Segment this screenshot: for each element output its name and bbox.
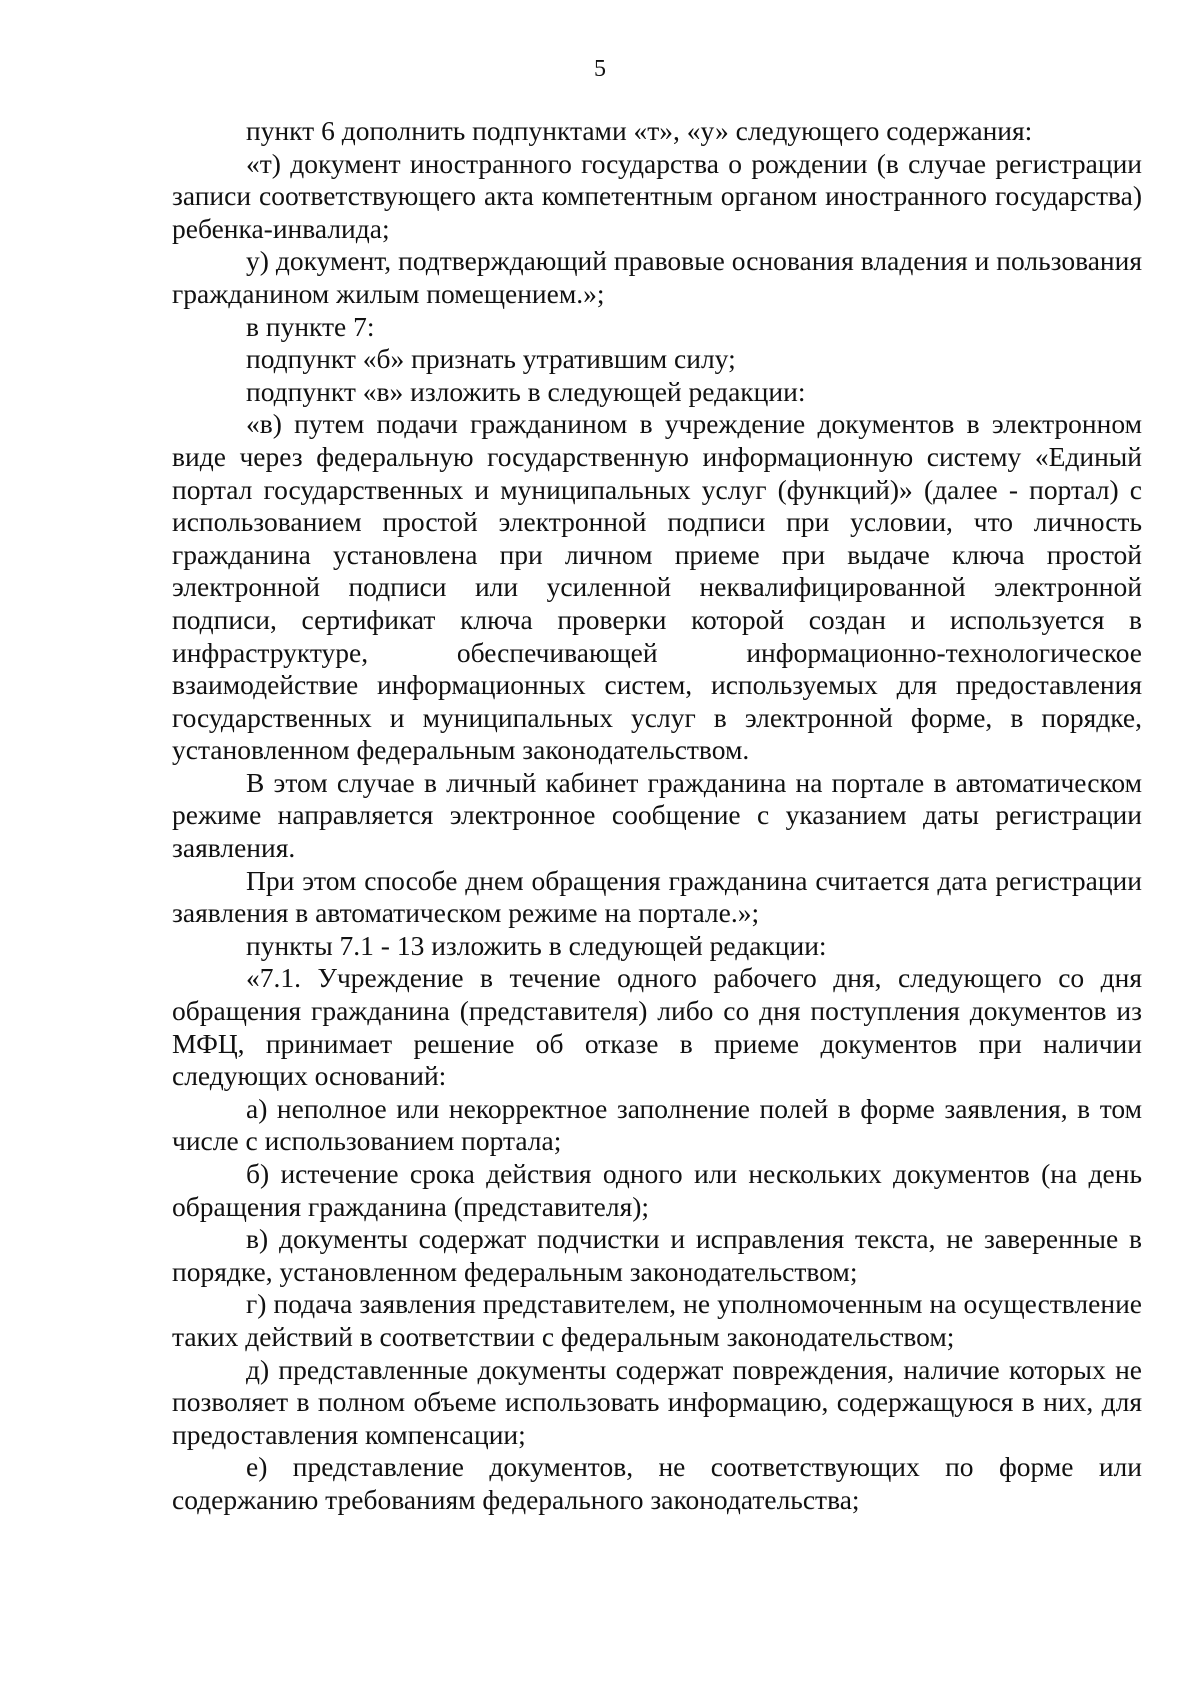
paragraph: д) представленные документы содержат повреждения, наличие которых не позволяет в полном объеме использовать информацию, содержащуюся в них, для предоставления компенсации; xyxy=(172,1353,1142,1450)
paragraph: в пункте 7: xyxy=(246,310,375,342)
paragraph: «7.1. Учреждение в течение одного рабочего дня, следующего со дня обращения гражданина (представителя) либо со дня поступления документов из МФЦ, принимает решение об отказе в приеме документов при наличии следующих оснований: xyxy=(172,962,1142,1092)
page-number: 5 xyxy=(594,56,606,82)
paragraph: В этом случае в личный кабинет гражданина на портале в автоматическом режиме направляется электронное сообщение с указанием даты регистрации заявления. xyxy=(172,766,1142,864)
paragraph: «т) документ иностранного государства о рождении (в случае регистрации записи соответствующего акта компетентным органом иностранного государства) ребенка-инвалида; xyxy=(172,147,1142,244)
paragraph: При этом способе днем обращения гражданина считается дата регистрации заявления в автоматическом режиме на портале.»; xyxy=(172,864,1142,929)
paragraph: б) истечение срока действия одного или нескольких документов (на день обращения гражданина (представителя); xyxy=(172,1158,1142,1222)
document-body xyxy=(172,115,1142,1517)
paragraph: у) документ, подтверждающий правовые основания владения и пользования гражданином жилым помещением.»; xyxy=(172,245,1142,309)
paragraph: подпункт «б» признать утратившим силу; xyxy=(246,343,736,375)
paragraph: пункт 6 дополнить подпунктами «т», «у» следующего содержания: xyxy=(246,115,1033,146)
paragraph: в) документы содержат подчистки и исправления текста, не заверенные в порядке, установленном федеральным законодательством; xyxy=(172,1223,1142,1287)
paragraph: г) подача заявления представителем, не уполномоченным на осуществление таких действий в соответствии с федеральным законодательством; xyxy=(172,1288,1142,1352)
paragraph: «в) путем подачи гражданином в учреждение документов в электронном виде через федеральную государственную информационную систему «Единый портал государственных и муниципальных услуг (функций)» (далее - портал) с использованием простой электронной подписи при условии, что личность гражданина установлена при личном приеме при выдаче ключа простой электронной подписи или усиленной неквалифицированной электронной подписи, сертификат ключа проверки которой создан и используется в инфраструктуре, обеспечивающей информационно-технологическое взаимодействие информационных систем, используемых для предоставления государственных и муниципальных услуг в электронной форме, в порядке, установленном федеральным законодательством. xyxy=(172,408,1142,766)
paragraph: пункты 7.1 - 13 изложить в следующей редакции: xyxy=(246,929,827,961)
paragraph: е) представление документов, не соответствующих по форме или содержанию требованиям федерального законодательства; xyxy=(172,1451,1142,1515)
paragraph: подпункт «в» изложить в следующей редакции: xyxy=(246,375,806,407)
paragraph: а) неполное или некорректное заполнение полей в форме заявления, в том числе с использованием портала; xyxy=(172,1092,1142,1157)
